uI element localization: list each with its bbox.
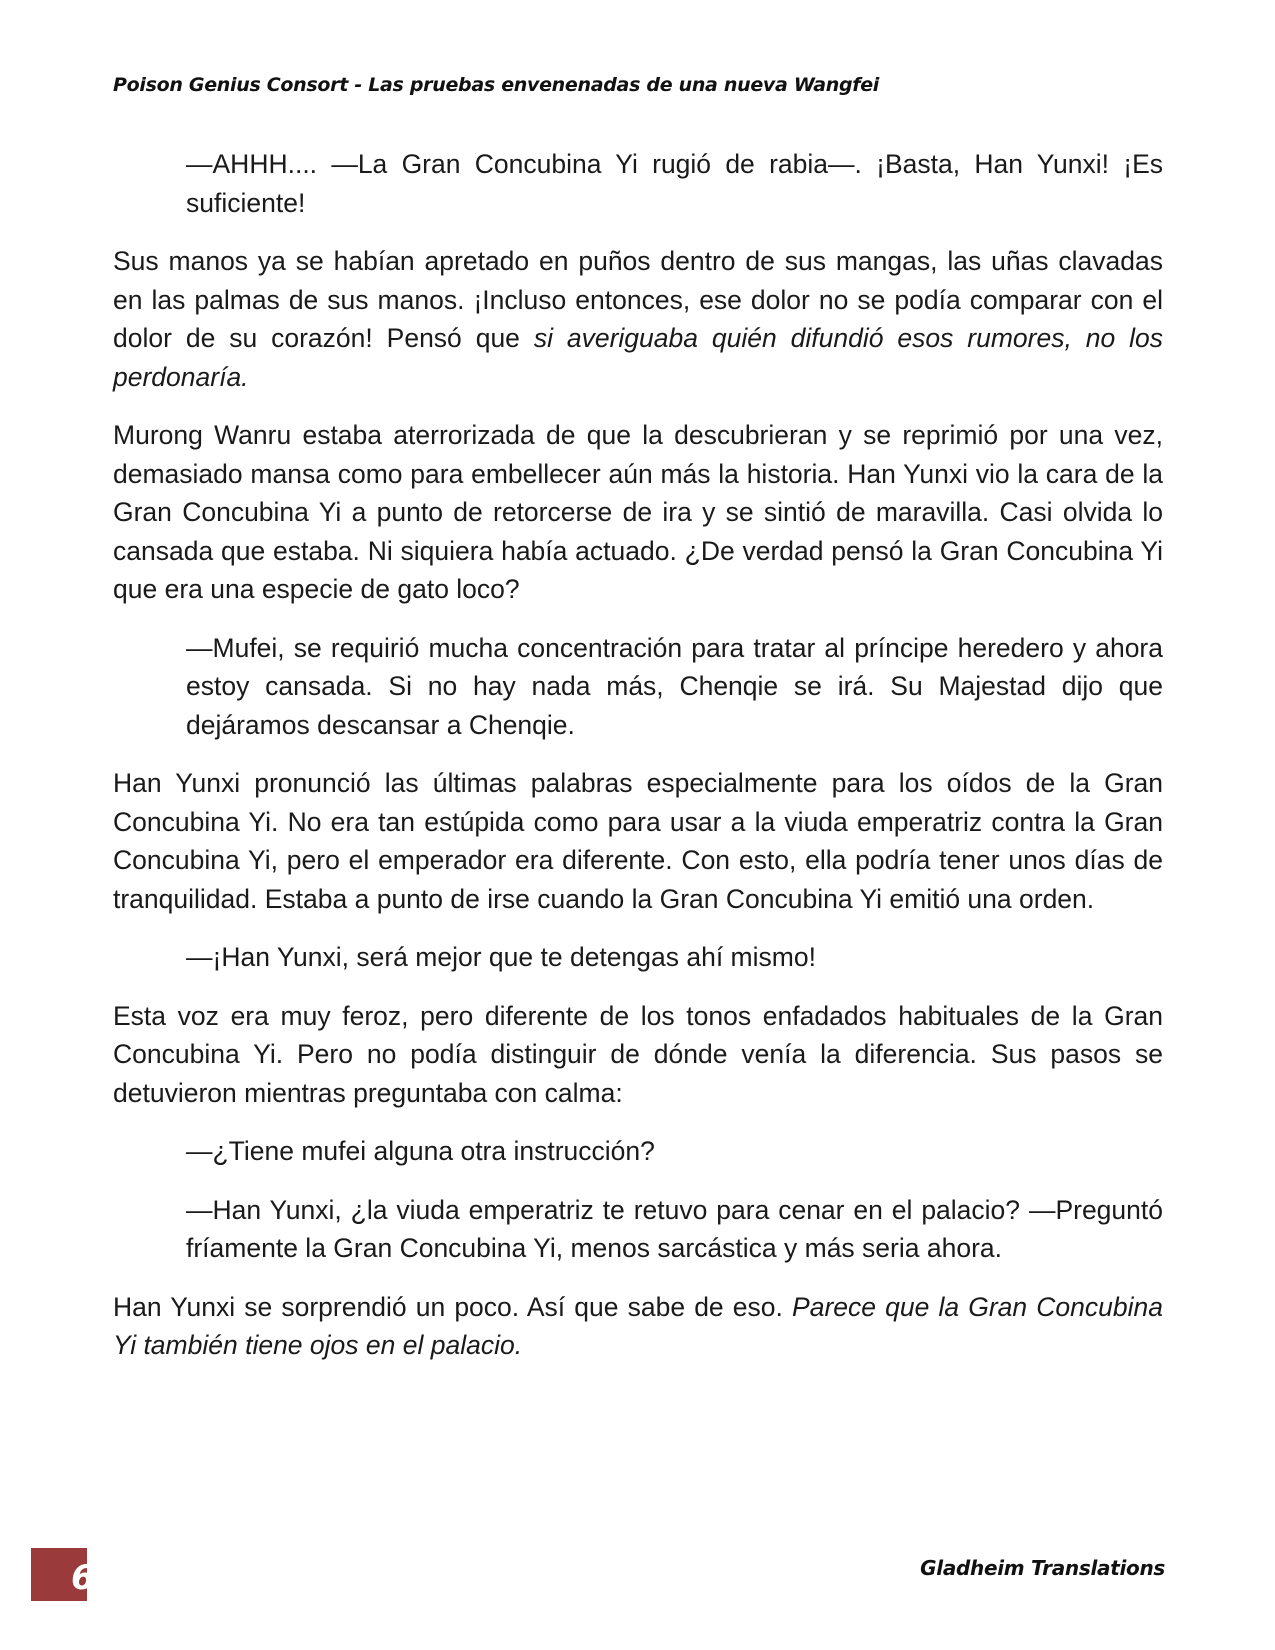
paragraph: Han Yunxi pronunció las últimas palabras especialmente para los oídos de la Gran Concubina Yi. No era tan estúpida como para usar a la viuda emperatriz contra la Gran Concubina Yi, pero el emperador era diferente. Con esto, ella podría tener unos días de tranquilidad. Estaba a punto de irse cuando la Gran Concubina Yi emitió una orden. (113, 768, 1163, 914)
paragraph (113, 1288, 1163, 1365)
paragraph-dialogue: —¿Tiene mufei alguna otra instrucción? (186, 1136, 655, 1166)
body-text (113, 145, 1163, 1365)
footer-credit: Gladheim Translations (920, 1556, 1165, 1580)
page-number: 6 (71, 1558, 95, 1598)
page-number-underline (31, 1601, 87, 1604)
paragraph-text: Sus manos ya se habían apretado en puños dentro de sus mangas, las uñas clavadas en las palmas de sus manos. ¡Incluso entonces, ese dolor no se podía comparar con el dolor de su corazón! Pensó que (113, 246, 1163, 353)
running-header-title: Poison Genius Consort - Las pruebas envenenadas de una nueva Wangfei (113, 74, 880, 96)
paragraph-dialogue: —Han Yunxi, ¿la viuda emperatriz te retuvo para cenar en el palacio? —Preguntó fríamente la Gran Concubina Yi, menos sarcástica y más seria ahora. (186, 1194, 1163, 1263)
paragraph-italic-text: si averiguaba quién difundió esos rumores, no los perdonaría. (113, 323, 1163, 392)
page-number-box (31, 1548, 95, 1604)
paragraph-italic-text: Parece que la Gran Concubina Yi también tiene ojos en el palacio. (113, 1291, 1163, 1360)
paragraph-dialogue: —Mufei, se requirió mucha concentración para tratar al príncipe heredero y ahora estoy cansada. Si no hay nada más, Chenqie se irá. Su Majestad dijo que dejáramos descansar a Chenqie. (186, 632, 1163, 740)
paragraph-dialogue: —¡Han Yunxi, será mejor que te detengas ahí mismo! (186, 942, 816, 972)
paragraph: Esta voz era muy feroz, pero diferente de los tonos enfadados habituales de la Gran Concubina Yi. Pero no podía distinguir de dónde venía la diferencia. Sus pasos se detuvieron mientras preguntaba con calma: (113, 1000, 1163, 1108)
paragraph-dialogue: —AHHH.... —La Gran Concubina Yi rugió de rabia—. ¡Basta, Han Yunxi! ¡Es suficiente! (186, 149, 1163, 218)
paragraph: Murong Wanru estaba aterrorizada de que la descubrieran y se reprimió por una vez, demasiado mansa como para embellecer aún más la historia. Han Yunxi vio la cara de la Gran Concubina Yi a punto de retorcerse de ira y se sintió de maravilla. Casi olvida lo cansada que estaba. Ni siquiera había actuado. ¿De verdad pensó la Gran Concubina Yi que era una especie de gato loco? (113, 420, 1163, 604)
paragraph-text: Han Yunxi se sorprendió un poco. Así que sabe de eso. (113, 1291, 793, 1322)
paragraph (113, 242, 1163, 396)
